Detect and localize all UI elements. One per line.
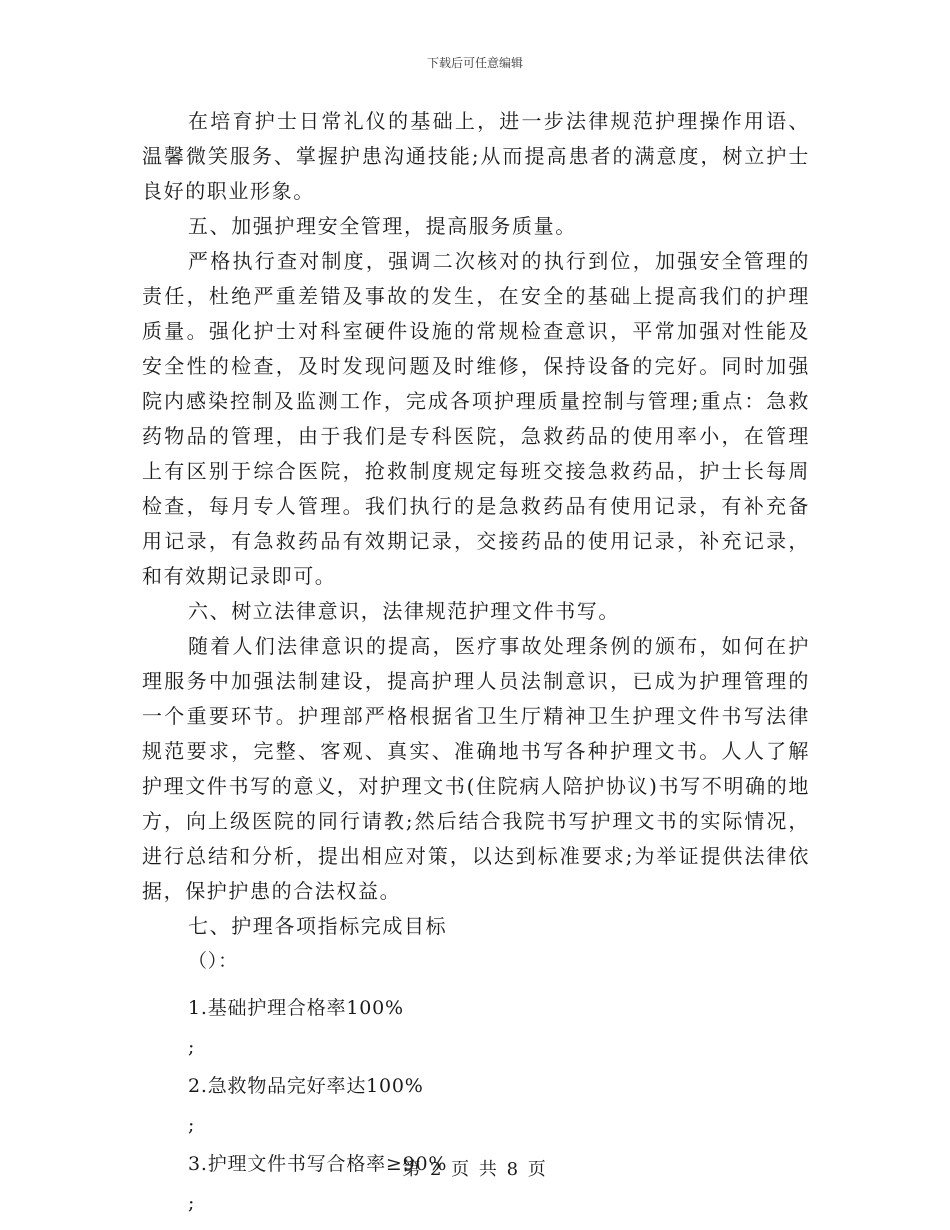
list-item: 2.急救物品完好率达100% [188, 1075, 424, 1097]
document-body [142, 104, 810, 1221]
list-item: ; [188, 1192, 196, 1214]
list-item: ; [188, 1114, 196, 1136]
list-item: （）： [188, 950, 238, 972]
page-number-footer: 第 2 页 共 8 页 [402, 1159, 548, 1180]
section-heading-7: 七、护理各项指标完成目标 [188, 914, 448, 938]
section-heading-5: 五、加强护理安全管理，提高服务质量。 [188, 214, 577, 238]
page-header-note: 下载后可任意编辑 [426, 56, 523, 70]
section-heading-6: 六、树立法律意识，法律规范护理文件书写。 [188, 599, 620, 623]
paragraph-legal: 随着人们法律意识的提高，医疗事故处理条例的颁布，如何在护理服务中加强法制建设，提高护理人员法制意识，已成为护理管理的一个重要环节。护理部严格根据省卫生厅精神卫生护理文件书写法律规范要求，完整、客观、真实、准确地书写各种护理文书。人人了解护理文件书写的意义，对护理文书(住院病人陪护协议)书写不明确的地方，向上级医院的同行请教;然后结合我院书写护理文书的实际情况，进行总结和分析，提出相应对策，以达到标准要求;为举证提供法律依据，保护护患的合法权益。 [142, 634, 810, 903]
list-item: ; [188, 1036, 196, 1058]
list-item: 1.基础护理合格率100% [188, 997, 404, 1019]
list-item: 3.护理文件书写合格率≥90% [188, 1153, 448, 1175]
paragraph-etiquette: 在培育护士日常礼仪的基础上，进一步法律规范护理操作用语、温馨微笑服务、掌握护患沟通技能;从而提高患者的满意度，树立护士良好的职业形象。 [142, 109, 810, 203]
paragraph-safety: 严格执行查对制度，强调二次核对的执行到位，加强安全管理的责任，杜绝严重差错及事故的发生，在安全的基础上提高我们的护理质量。强化护士对科室硬件设施的常规检查意识，平常加强对性能及安全性的检查，及时发现问题及时维修，保持设备的完好。同时加强院内感染控制及监测工作，完成各项护理质量控制与管理;重点：急救药物品的管理，由于我们是专科医院，急救药品的使用率小，在管理上有区别于综合医院，抢救制度规定每班交接急救药品，护士长每周检查，每月专人管理。我们执行的是急救药品有使用记录，有补充备用记录，有急救药品有效期记录，交接药品的使用记录，补充记录，和有效期记录即可。 [142, 249, 810, 588]
